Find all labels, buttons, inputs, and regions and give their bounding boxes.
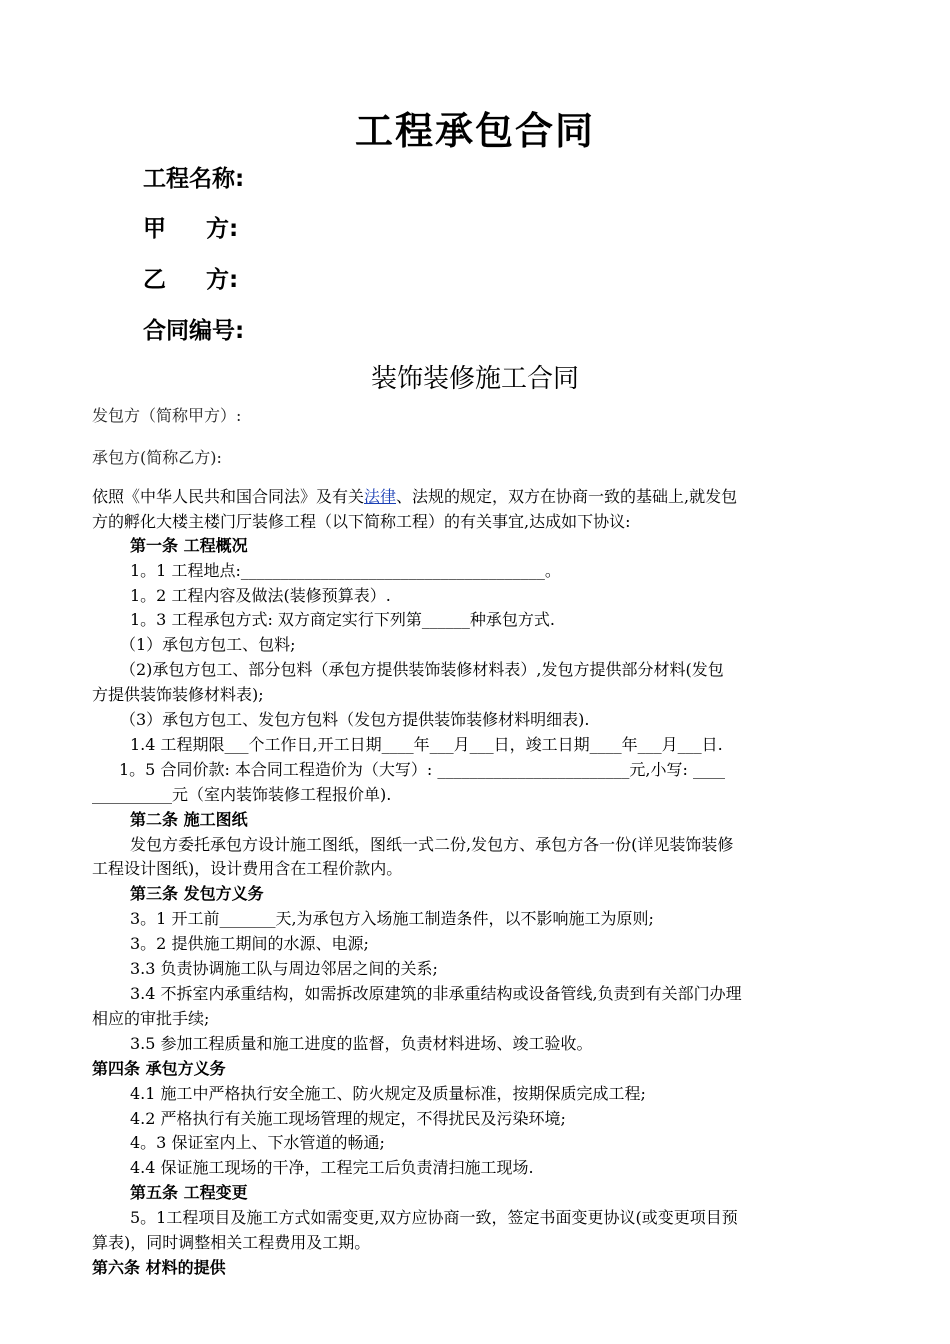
- clause-1-3-option-2-cont: 方提供装饰装修材料表);: [92, 685, 264, 704]
- clause-4-1: 4.1 施工中严格执行安全施工、防火规定及质量标准，按期保质完成工程;: [130, 1084, 646, 1103]
- clause-3-4: 3.4 不拆室内承重结构，如需拆改原建筑的非承重结构或设备管线,负责到有关部门办理: [130, 984, 742, 1003]
- article-5-heading: 第五条 工程变更: [130, 1183, 248, 1202]
- clause-4-3: 4。3 保证室内上、下水管道的畅通;: [130, 1133, 385, 1152]
- clause-1-3-option-2: （2)承包方包工、部分包料（承包方提供装饰装修材料表）,发包方提供部分材料(发包: [120, 660, 724, 679]
- clause-2-1: 发包方委托承包方设计施工图纸，图纸一式二份,发包方、承包方各一份(详见装饰装修: [130, 835, 734, 854]
- contract-subtitle: 装饰装修施工合同: [370, 364, 579, 394]
- party-a-colon: 方:: [206, 216, 239, 242]
- party-b-colon: 方:: [206, 267, 239, 293]
- clause-1-5-cont: __________元（室内装饰装修工程报价单).: [92, 785, 392, 804]
- party-b-char: 乙: [143, 267, 206, 293]
- clause-1-2: 1。2 工程内容及做法(装修预算表）.: [130, 586, 391, 605]
- article-3-heading: 第三条 发包方义务: [130, 884, 264, 903]
- intro-line-1: [92, 485, 874, 509]
- clause-2-1-cont: 工程设计图纸)，设计费用含在工程价款内。: [92, 859, 403, 878]
- clause-1-1: 1。1 工程地点:______________________________________。: [130, 561, 561, 580]
- party-a-field: [143, 210, 238, 243]
- clause-1-3-option-3: （3）承包方包工、发包方包料（发包方提供装饰装修材料明细表).: [120, 710, 590, 729]
- party-b-field: [143, 261, 238, 294]
- clause-3-3: 3.3 负责协调施工队与周边邻居之间的关系;: [130, 959, 438, 978]
- clause-1-5: 1。5 合同价款: 本合同工程造价为（大写）: ________________________元,小写: ____: [119, 760, 725, 779]
- article-4-heading: 第四条 承包方义务: [92, 1059, 226, 1078]
- article-2-heading: 第二条 施工图纸: [130, 810, 248, 829]
- intro-text-before: 依照《中华人民共和国合同法》及有关: [92, 487, 365, 506]
- law-link[interactable]: 法律: [364, 487, 397, 506]
- clause-5-1-cont: 算表)，同时调整相关工程费用及工期。: [92, 1233, 371, 1252]
- employer-line: 发包方（简称甲方）:: [92, 406, 242, 425]
- intro-text-after: 、法规的规定，双方在协商一致的基础上,就发包: [396, 487, 738, 506]
- clause-3-5: 3.5 参加工程质量和施工进度的监督，负责材料进场、竣工验收。: [130, 1034, 593, 1053]
- article-6-heading: 第六条 材料的提供: [92, 1258, 226, 1277]
- party-a-char: 甲: [143, 216, 206, 242]
- document-title: 工程承包合同: [354, 109, 595, 153]
- clause-1-3-option-1: （1）承包方包工、包料;: [120, 635, 296, 654]
- article-1-heading: 第一条 工程概况: [130, 536, 248, 555]
- clause-1-4: 1.4 工程期限___个工作日,开工日期____年___月___日，竣工日期____年___月___日.: [130, 735, 723, 754]
- clause-5-1: 5。1工程项目及施工方式如需变更,双方应协商一致，签定书面变更协议(或变更项目预: [130, 1208, 738, 1227]
- contract-number-field: 合同编号:: [143, 318, 245, 344]
- clause-3-4-cont: 相应的审批手续;: [92, 1009, 210, 1028]
- clause-3-1: 3。1 开工前_______天,为承包方入场施工制造条件，以不影响施工为原则;: [130, 909, 654, 928]
- clause-4-4: 4.4 保证施工现场的干净，工程完工后负责清扫施工现场.: [130, 1158, 534, 1177]
- clause-3-2: 3。2 提供施工期间的水源、电源;: [130, 934, 369, 953]
- clause-4-2: 4.2 严格执行有关施工现场管理的规定，不得扰民及污染环境;: [130, 1109, 566, 1128]
- project-name-field: 工程名称:: [143, 166, 245, 192]
- intro-line-2: 方的孵化大楼主楼门厅装修工程（以下简称工程）的有关事宜,达成如下协议:: [92, 512, 631, 531]
- clause-1-3: 1。3 工程承包方式: 双方商定实行下列第______种承包方式.: [130, 610, 556, 629]
- contractor-line: 承包方(简称乙方):: [92, 448, 222, 467]
